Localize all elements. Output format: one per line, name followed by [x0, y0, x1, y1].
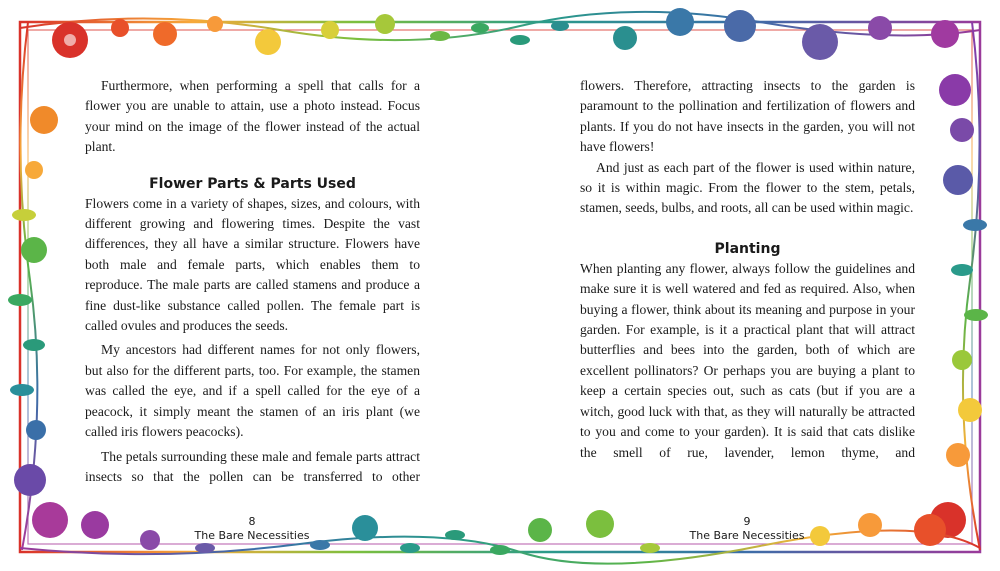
paragraph: When planting any flower, always follow the guidelines and make sure it is well watered and fed as required. Also, when buying a flower, think about its meaning and purpose in your garden. For example, is it a practical plant that will attract butterflies and bees into the garden, both of which are excellent pollinators? Or perhaps you are buying a plant to keep a certain species out, such as cats (but if you are a witch, good luck with that, as they will naturally be attracted to you and come to your garden). It is said that cats dislike the smell of rue, lavender, lemon thyme, and — [580, 260, 915, 460]
paragraph: Furthermore, when performing a spell that calls for a flower you are unable to attain, use a photo instead. Focus your mind on the image of the flower instead of the actual plant. — [85, 78, 420, 155]
running-title: The Bare Necessities — [194, 529, 310, 542]
page-number: 8 — [248, 515, 256, 528]
left-page — [85, 76, 420, 487]
page-footer-left — [172, 515, 332, 543]
section-heading: Planting — [714, 240, 781, 257]
paragraph: And just as each part of the flower is used within nature, so it is within magic. From the flower to the stem, petals, stamen, seeds, bulbs, and roots, all can be used within magic. — [580, 159, 915, 216]
paragraph: My ancestors had different names for not only flowers, but also for the different parts, too. For example, the stamen was called the eye, and if a spell called for the eye of a peacock, it simply meant the stamen of an iris plant (we called iris flowers peacocks). — [85, 342, 420, 440]
paragraph: Flowers come in a variety of shapes, sizes, and colours, with different growing and flowering times. Despite the vast differences, they all have a similar structure. Flowers have both male and female parts, which enables them to reproduce. The male parts are called stamens and produce a fine dust-like substance called pollen. The female part is called ovules and produces the seeds. — [85, 195, 420, 334]
right-page — [580, 76, 915, 463]
running-title: The Bare Necessities — [689, 529, 805, 542]
top-vine — [20, 8, 980, 60]
page-number: 9 — [743, 515, 751, 528]
paragraph: flowers. Therefore, attracting insects to the garden is paramount to the pollination and fertilization of flowers and plants. If you do not have insects in the garden, you will not have flowers! — [580, 78, 915, 155]
bottom-vine — [20, 510, 980, 564]
paragraph: The petals surrounding these male and female parts attract insects so that the pollen can be transferred to other — [85, 448, 420, 484]
left-vine — [8, 22, 68, 550]
page-footer-right — [667, 515, 827, 543]
section-heading: Flower Parts & Parts Used — [149, 175, 356, 192]
